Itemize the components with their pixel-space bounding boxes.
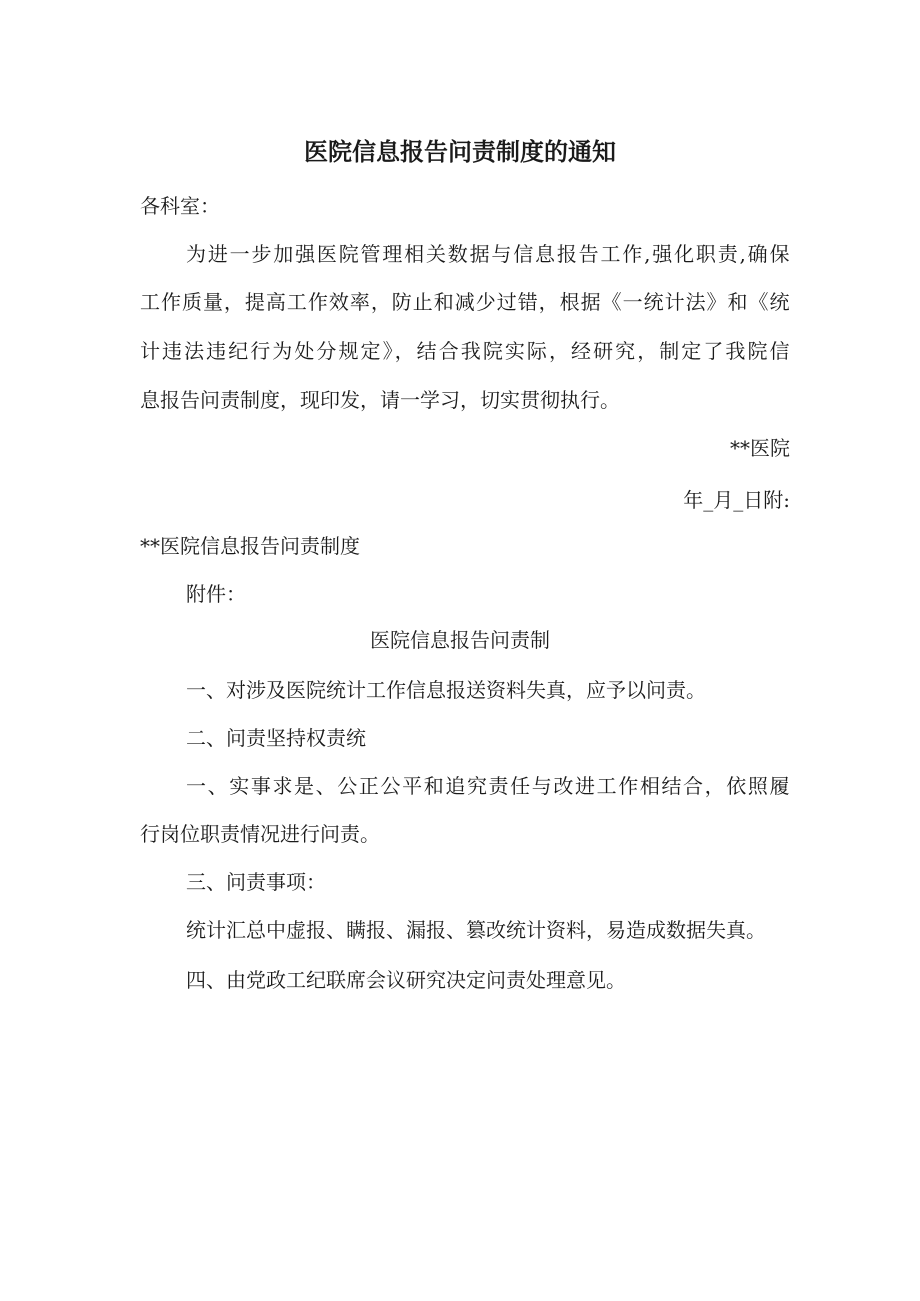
item-4: 三、问责事项： — [186, 870, 326, 894]
item-1: 一、对涉及医院统计工作信息报送资料失真，应予以问责。 — [186, 678, 706, 702]
attachment-label: 附件： — [186, 582, 246, 606]
item-5: 四、由党政工纪联席会议研究决定问责处理意见。 — [186, 968, 626, 992]
salutation: 各科室： — [140, 194, 220, 218]
item-3-continued: 行岗位职责情况进行问责。 — [140, 822, 380, 846]
document-title: 医院信息报告问责制度的通知 — [304, 138, 616, 166]
item-2: 二、问责坚持权责统 — [186, 726, 366, 750]
attachment-title: 医院信息报告问责制 — [370, 628, 550, 652]
date-line: 年_月_日附: — [683, 488, 790, 512]
body-line-1: 为进一步加强医院管理相关数据与信息报告工作,强化职责,确保 — [186, 242, 790, 266]
item-4-detail: 统计汇总中虚报、瞒报、漏报、篡改统计资料，易造成数据失真。 — [186, 918, 766, 942]
item-3: 一、实事求是、公正公平和追究责任与改进工作相结合，依照履 — [186, 774, 790, 798]
attachment-name: **医院信息报告问责制度 — [140, 534, 360, 558]
body-line-3: 计违法违纪行为处分规定》，结合我院实际，经研究，制定了我院信 — [140, 339, 790, 363]
body-line-4: 息报告问责制度，现印发，请一学习，切实贯彻执行。 — [140, 388, 620, 412]
signature: **医院 — [730, 436, 790, 460]
body-line-2: 工作质量，提高工作效率，防止和减少过错，根据《一统计法》和《统 — [140, 290, 790, 314]
